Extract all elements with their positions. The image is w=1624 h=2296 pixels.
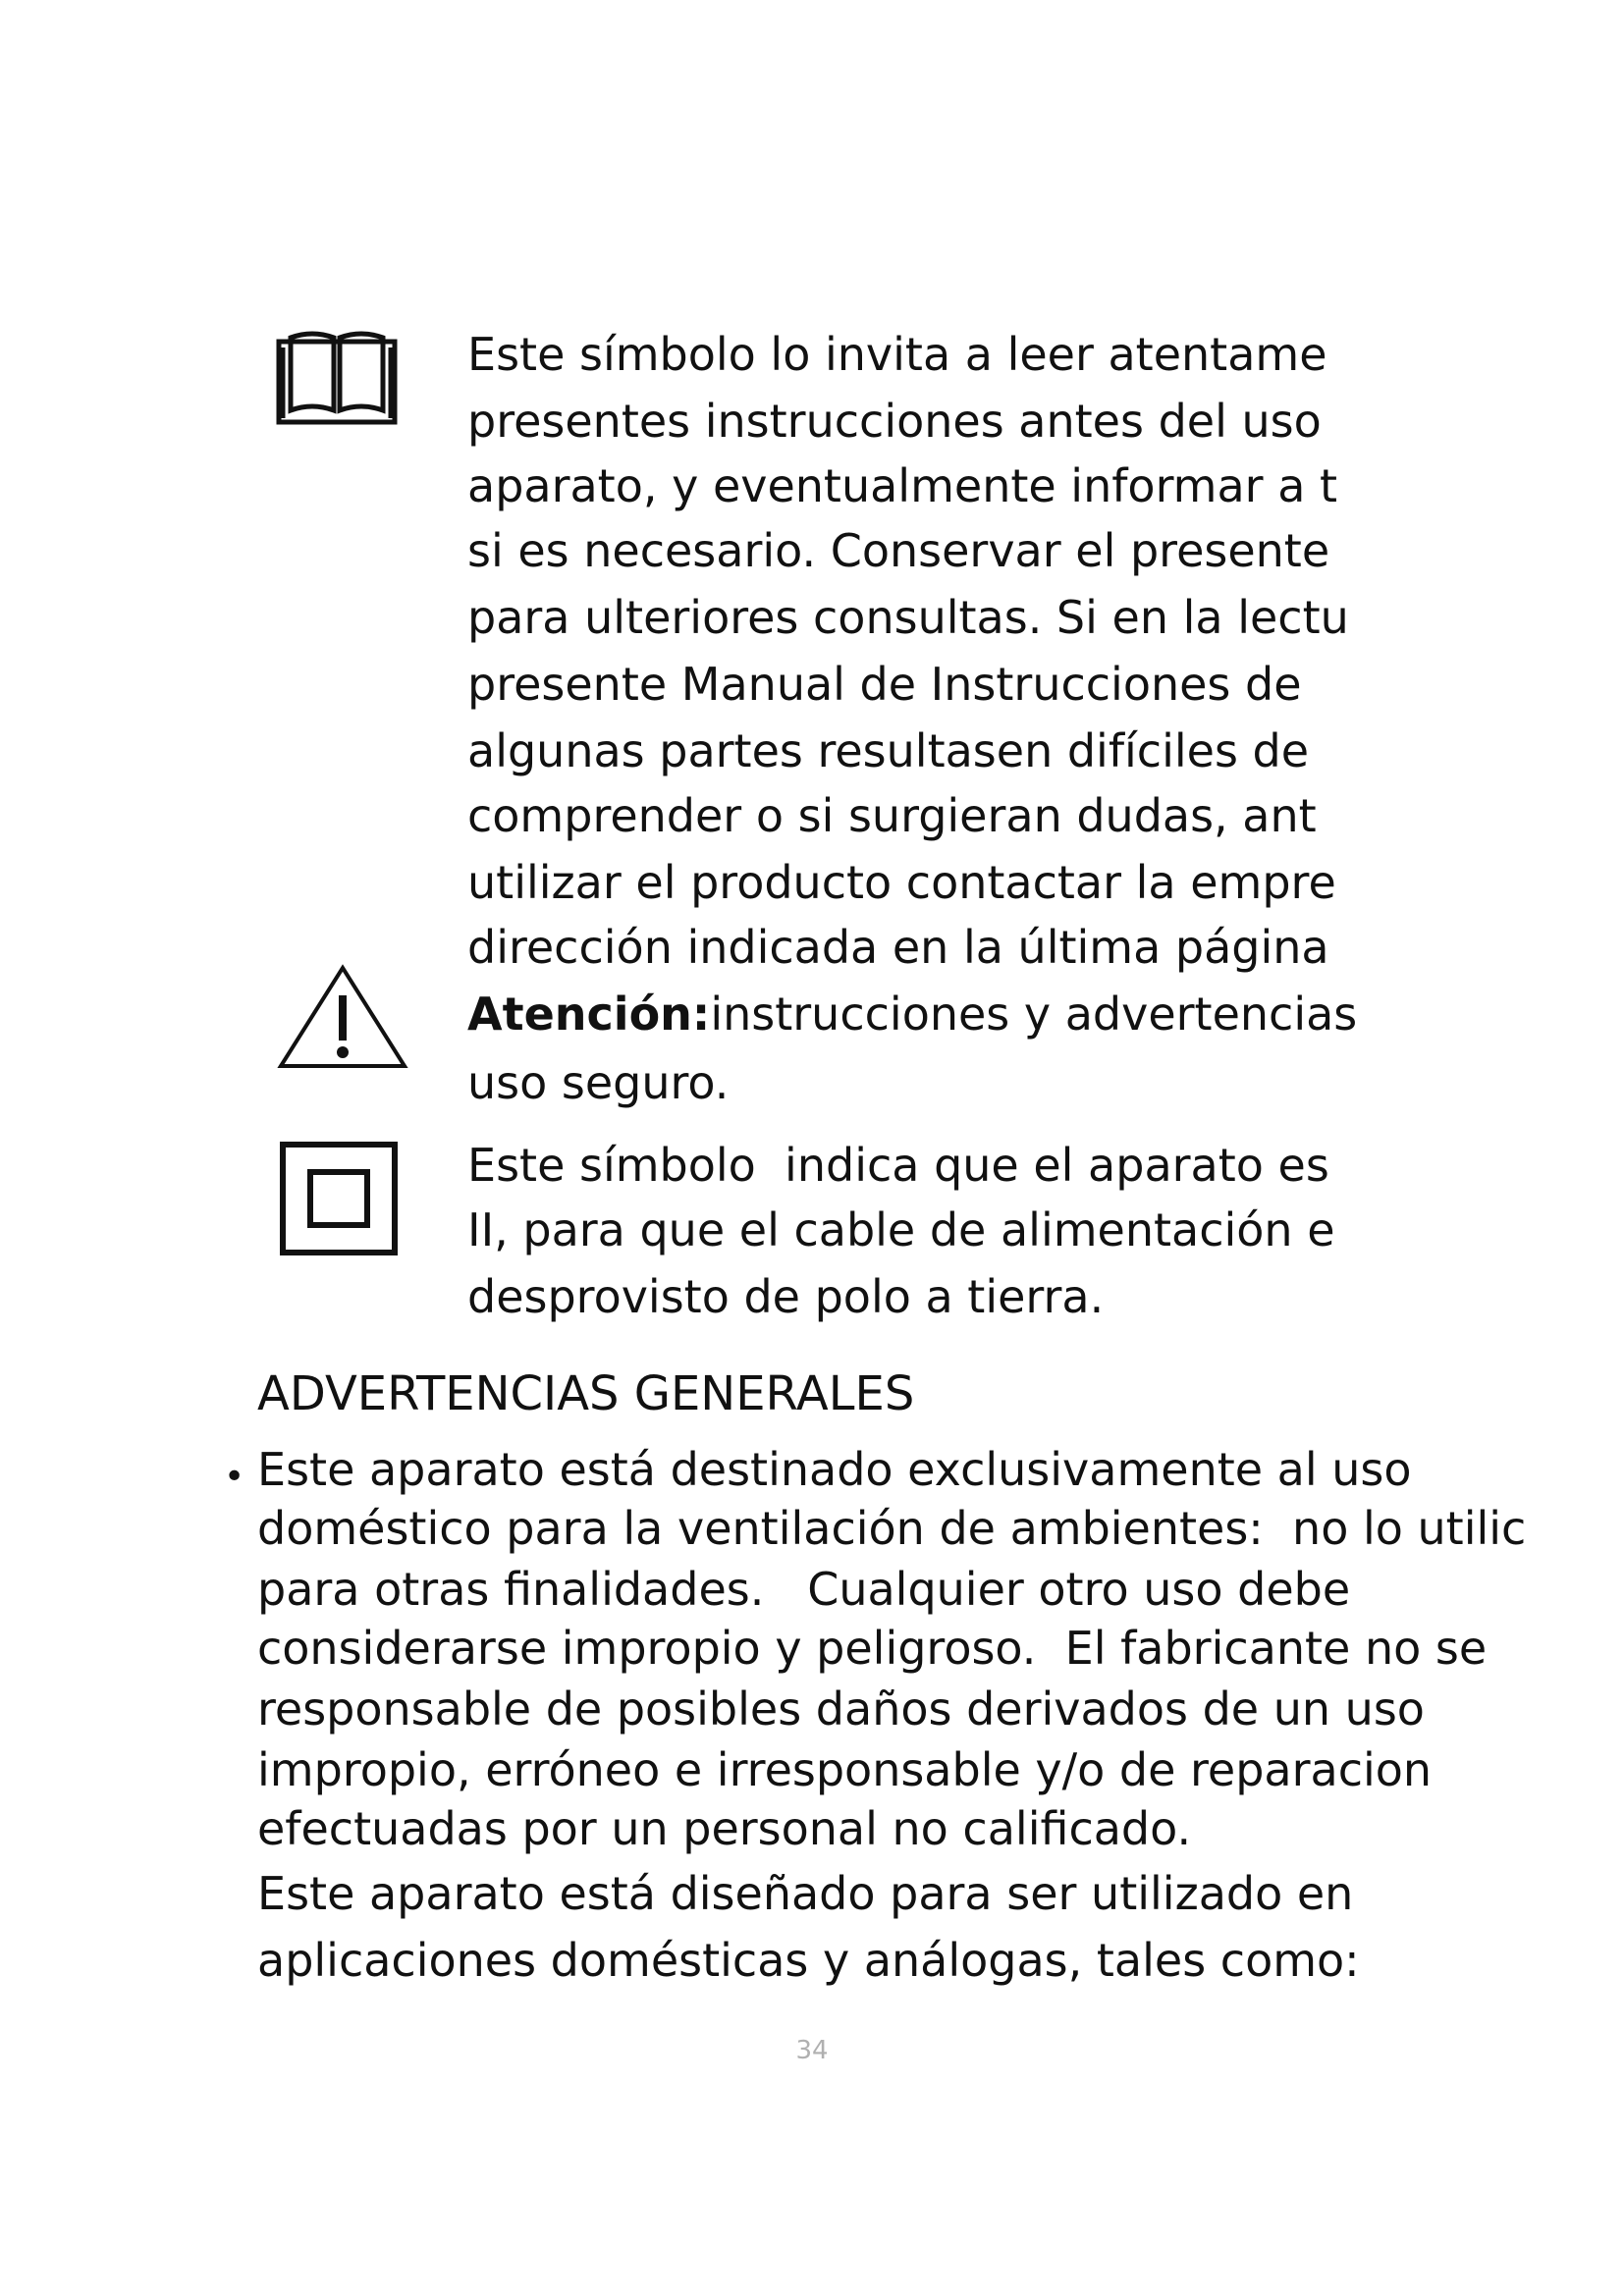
paragraph-line: efectuadas por un personal no calificado.: [257, 1802, 1192, 1855]
warning-triangle-icon: [277, 962, 408, 1072]
double-square-icon: [279, 1141, 399, 1256]
text-line: comprender o si surgieran dudas, ant: [467, 789, 1317, 842]
text-line: II, para que el cable de alimentación e: [467, 1203, 1335, 1256]
text-line: utilizar el producto contactar la empre: [467, 856, 1336, 909]
paragraph-line: impropio, erróneo e irresponsable y/o de reparacion: [257, 1743, 1433, 1796]
paragraph-line: [257, 1443, 1624, 1496]
section-title: ADVERTENCIAS GENERALES: [257, 1366, 915, 1421]
paragraph-line: para otras finalidades. Cualquier otro uso debe: [257, 1563, 1351, 1616]
text-line: algunas partes resultasen difíciles de: [467, 724, 1310, 777]
paragraph-line: considerarse impropio y peligroso. El fabricante no se: [257, 1622, 1488, 1675]
paragraph-line: aplicaciones domésticas y análogas, tales como:: [257, 1934, 1360, 1987]
text-line: Este símbolo indica que el aparato es: [467, 1139, 1329, 1192]
symbol-text-area: [467, 324, 1380, 1345]
text-line: aparato, y eventualmente informar a t: [467, 459, 1338, 512]
text-line: si es necesario. Conservar el presente: [467, 524, 1330, 577]
paragraph-line: responsable de posibles daños derivados de un uso: [257, 1682, 1425, 1735]
book-icon: [273, 324, 401, 428]
text-line: presentes instrucciones antes del uso: [467, 395, 1322, 448]
text-line: desprovisto de polo a tierra.: [467, 1270, 1105, 1323]
warning-label: Atención:: [467, 988, 711, 1041]
text-line: para ulteriores consultas. Si en la lectu: [467, 591, 1349, 644]
section-body: [0, 1355, 1624, 2002]
paragraph-line: Este aparato está diseñado para ser utilizado en: [257, 1867, 1354, 1920]
warning-line: [467, 988, 1357, 1041]
warning-text: instrucciones y advertencias: [710, 988, 1358, 1041]
text-line: presente Manual de Instrucciones de: [467, 658, 1302, 711]
paragraph-text: Este aparato está destinado exclusivamente al uso: [257, 1443, 1412, 1496]
text-line: dirección indicada en la última página: [467, 921, 1329, 974]
page-number: 34: [795, 2036, 829, 2065]
bullet-icon: •: [224, 1457, 245, 1497]
paragraph-line: doméstico para la ventilación de ambientes: no lo utilic: [257, 1502, 1527, 1555]
text-line: uso seguro.: [467, 1056, 730, 1109]
text-line: Este símbolo lo invita a leer atentame: [467, 328, 1327, 381]
